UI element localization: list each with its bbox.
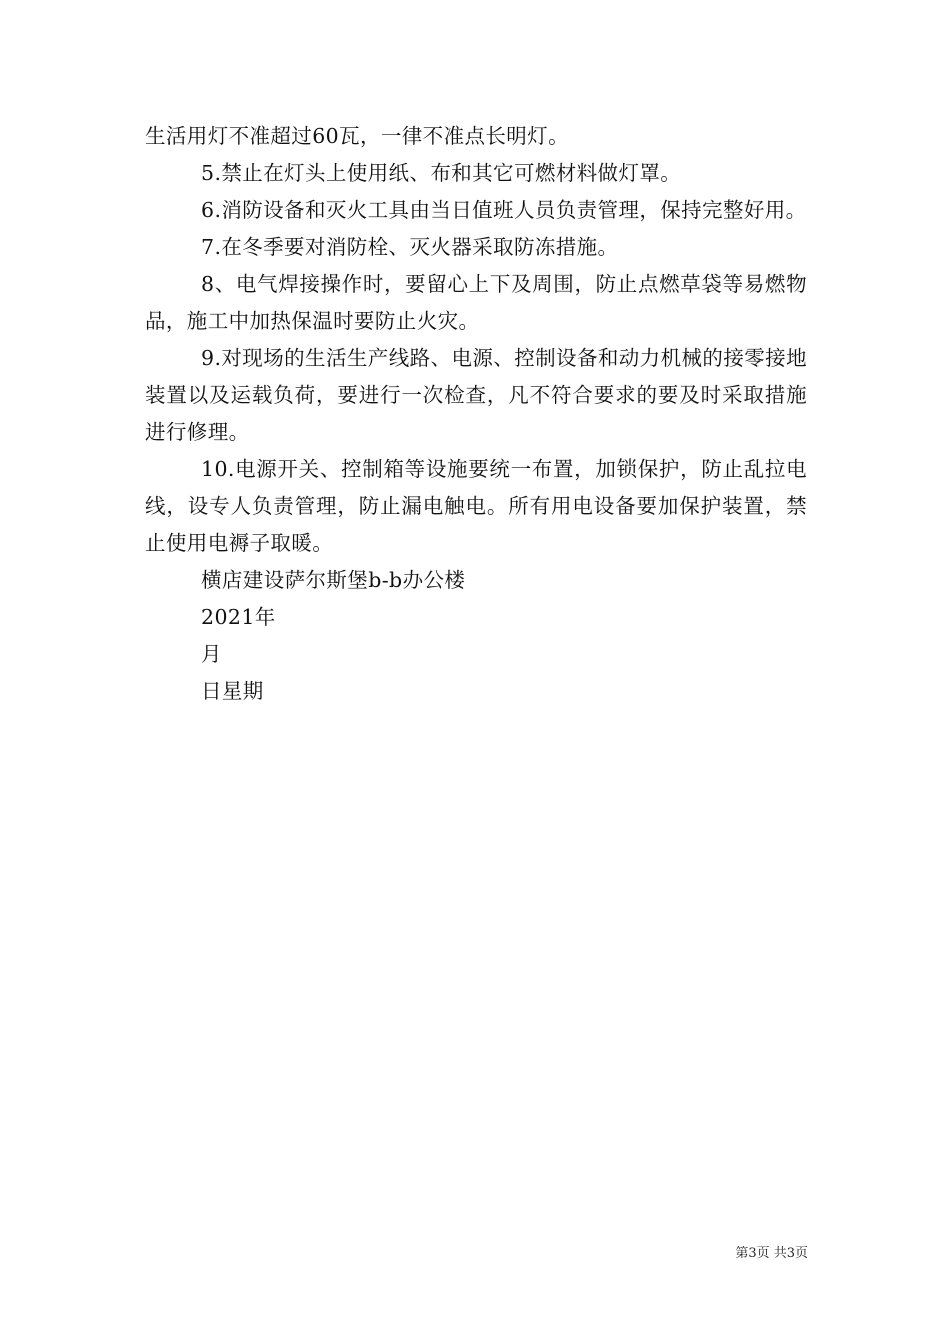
signature-organization: 横店建设萨尔斯堡b-b办公楼 bbox=[201, 568, 466, 592]
page-number: 第3页 共3页 bbox=[735, 1246, 808, 1261]
document-body bbox=[145, 118, 807, 710]
signature-year: 2021年 bbox=[201, 605, 276, 629]
signature-day-weekday: 日星期 bbox=[201, 679, 264, 703]
paragraph-4: 7.在冬季要对消防栓、灭火器采取防冻措施。 bbox=[201, 235, 619, 259]
paragraph-1: 生活用灯不准超过60瓦，一律不准点长明灯。 bbox=[145, 124, 569, 148]
paragraph-2: 5.禁止在灯头上使用纸、布和其它可燃材料做灯罩。 bbox=[201, 161, 682, 185]
paragraph-7: 10.电源开关、控制箱等设施要统一布置，加锁保护，防止乱拉电线，设专人负责管理，防止漏电触电。所有用电设备要加保护装置，禁止使用电褥子取暖。 bbox=[145, 457, 807, 555]
signature-month: 月 bbox=[201, 642, 222, 666]
paragraph-5: 8、电气焊接操作时，要留心上下及周围，防止点燃草袋等易燃物品，施工中加热保温时要防止火灾。 bbox=[145, 272, 807, 333]
paragraph-3: 6.消防设备和灭火工具由当日值班人员负责管理，保持完整好用。 bbox=[201, 198, 807, 222]
paragraph-6: 9.对现场的生活生产线路、电源、控制设备和动力机械的接零接地装置以及运载负荷，要进行一次检查，凡不符合要求的要及时采取措施进行修理。 bbox=[145, 346, 807, 444]
